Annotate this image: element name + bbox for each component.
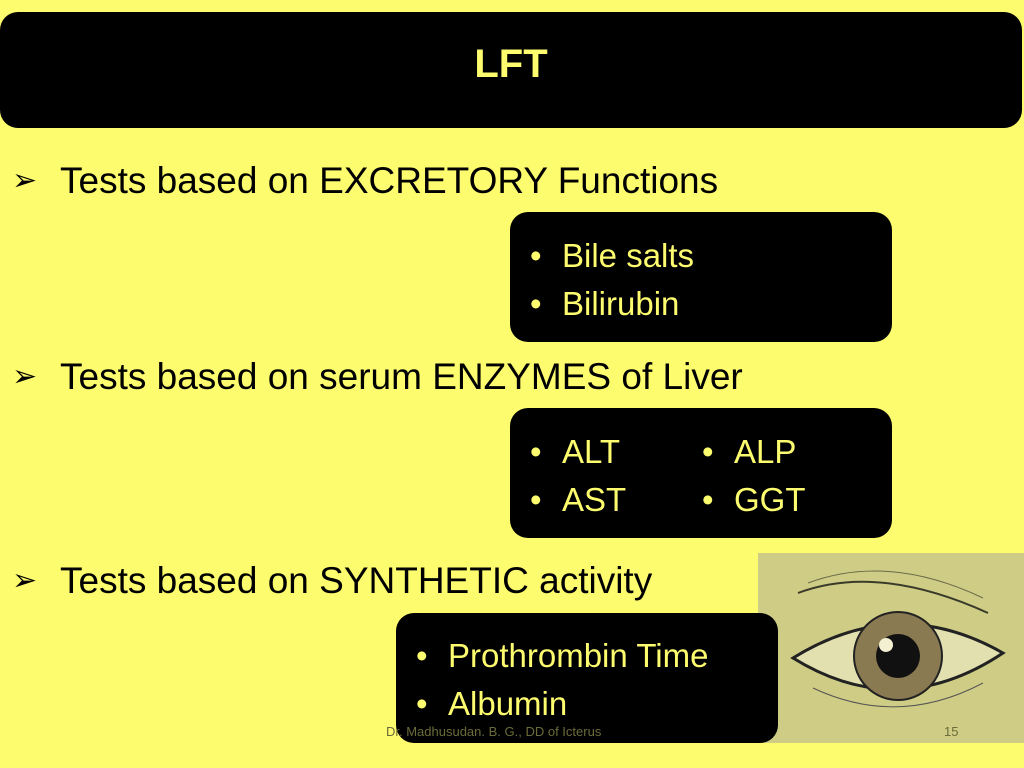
eye-illustration — [758, 553, 1024, 743]
section-heading-synthetic — [12, 560, 652, 602]
arrow-bullet-icon: ➢ — [12, 164, 38, 197]
list-item — [416, 632, 778, 680]
list-item — [530, 428, 702, 476]
section-heading-text: Tests based on EXCRETORY Functions — [60, 160, 719, 201]
bullet-icon: • — [530, 481, 542, 518]
bullet-icon: • — [530, 433, 542, 470]
bullet-icon: • — [702, 433, 714, 470]
section-heading-text: Tests based on SYNTHETIC activity — [60, 560, 653, 601]
list-item — [702, 476, 874, 524]
arrow-bullet-icon: ➢ — [12, 564, 38, 597]
list-item — [416, 680, 778, 728]
list-item — [702, 428, 874, 476]
title-bar — [0, 12, 1022, 128]
slide-number: 15 — [944, 724, 959, 739]
list-item — [530, 280, 892, 328]
section-heading-excretory — [12, 160, 718, 202]
slide-title: LFT — [474, 41, 548, 86]
bullet-icon: • — [416, 637, 428, 674]
section-heading-text: Tests based on serum ENZYMES of Liver — [60, 356, 743, 397]
section-heading-enzymes — [12, 356, 743, 398]
list-item-text: Albumin — [448, 685, 568, 722]
slide-footer: Dr. Madhusudan. B. G., DD of Icterus — [386, 724, 602, 739]
bullet-icon: • — [530, 237, 542, 274]
eye-icon — [758, 553, 1024, 743]
list-item-text: AST — [562, 481, 627, 518]
list-item — [530, 476, 702, 524]
list-item-text: ALP — [734, 433, 797, 470]
list-item-text: Bilirubin — [562, 285, 680, 322]
bullet-icon: • — [702, 481, 714, 518]
arrow-bullet-icon: ➢ — [12, 360, 38, 393]
excretory-tests-box — [510, 212, 892, 342]
bullet-icon: • — [416, 685, 428, 722]
list-item — [530, 232, 892, 280]
list-item-text: Bile salts — [562, 237, 695, 274]
list-item-text: Prothrombin Time — [448, 637, 709, 674]
bullet-icon: • — [530, 285, 542, 322]
list-item-text: GGT — [734, 481, 806, 518]
list-item-text: ALT — [562, 433, 621, 470]
enzyme-tests-box — [510, 408, 892, 538]
